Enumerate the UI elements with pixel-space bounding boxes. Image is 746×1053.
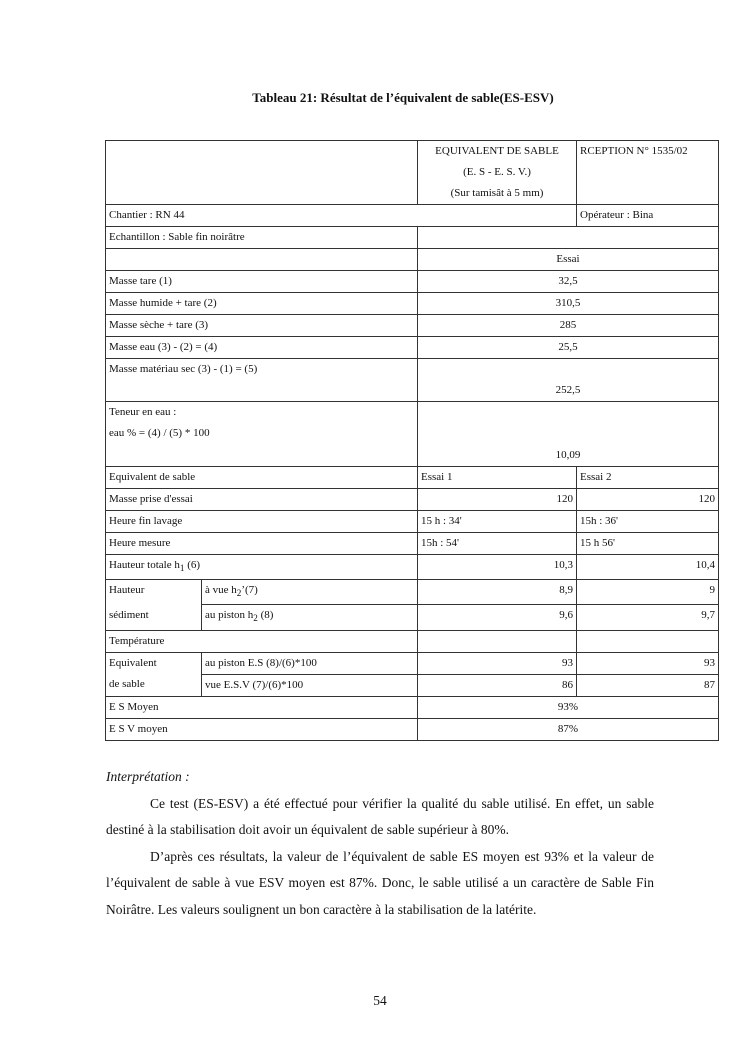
hauteur-totale-label bbox=[106, 555, 418, 580]
masse-materiau-label: Masse matériau sec (3) - (1) = (5) bbox=[106, 359, 418, 402]
es-piston-label: au piston E.S (8)/(6)*100 bbox=[202, 652, 418, 674]
interpretation-paragraph-1: Ce test (ES-ESV) a été effectué pour vérifier la qualité du sable utilisé. En effet, un sable destiné à la stabilisation doit avoir un équivalent de sable supérieur à 80%. bbox=[106, 795, 654, 837]
table-header-row bbox=[106, 141, 719, 205]
table-row bbox=[106, 249, 719, 271]
hauteur-totale-text: Hauteur totale h bbox=[109, 559, 180, 571]
table-row bbox=[106, 271, 719, 293]
table-row bbox=[106, 489, 719, 511]
equivalent-header-label: Equivalent de sable bbox=[106, 467, 418, 489]
es-piston-v1: 93 bbox=[418, 652, 577, 674]
table-title: Tableau 21: Résultat de l’équivalent de sable(ES-ESV) bbox=[252, 90, 554, 105]
equivalent-sable-label-1: Equivalent bbox=[106, 652, 202, 674]
masse-prise-v2: 120 bbox=[577, 489, 719, 511]
equivalent-sable-label-2: de sable bbox=[106, 674, 202, 696]
hauteur-totale-v2: 10,4 bbox=[577, 555, 719, 580]
masse-seche-value: 285 bbox=[418, 315, 719, 337]
heure-fin-label: Heure fin lavage bbox=[106, 511, 418, 533]
esv-moyen-label: E S V moyen bbox=[106, 718, 418, 740]
echantillon-cell: Echantillon : Sable fin noirâtre bbox=[106, 227, 418, 249]
essai-1-header: Essai 1 bbox=[418, 467, 577, 489]
hauteur-vue-v1: 8,9 bbox=[418, 580, 577, 605]
hauteur-vue-text: à vue h bbox=[205, 584, 237, 597]
es-piston-v2: 93 bbox=[577, 652, 719, 674]
header-blank-cell bbox=[106, 141, 418, 205]
teneur-value: 10,09 bbox=[418, 402, 719, 467]
heure-fin-v2: 15h : 36' bbox=[577, 511, 719, 533]
table-row bbox=[106, 605, 719, 630]
hauteur-vue-label bbox=[202, 580, 418, 605]
esv-moyen-value: 87% bbox=[418, 718, 719, 740]
hauteur-piston-sub: 2 bbox=[253, 613, 258, 624]
teneur-label-cell bbox=[106, 402, 418, 467]
es-moyen-value: 93% bbox=[418, 696, 719, 718]
hauteur-vue-sub: 2 bbox=[236, 588, 242, 599]
hauteur-piston-label bbox=[202, 605, 418, 630]
hauteur-vue-v2: 9 bbox=[577, 580, 719, 605]
header-line-1: EQUIVALENT DE SABLE bbox=[435, 145, 559, 157]
masse-prise-label: Masse prise d'essai bbox=[106, 489, 418, 511]
esv-vue-label: vue E.S.V (7)/(6)*100 bbox=[202, 674, 418, 696]
operateur-cell: Opérateur : Bina bbox=[577, 205, 719, 227]
hauteur-piston-v1: 9,6 bbox=[418, 605, 577, 630]
hauteur-totale-v1: 10,3 bbox=[418, 555, 577, 580]
masse-humide-label: Masse humide + tare (2) bbox=[106, 293, 418, 315]
equivalent-sable-table bbox=[105, 140, 719, 741]
reception-number: RCEPTION N° 1535/02 bbox=[577, 141, 719, 205]
table-row bbox=[106, 696, 719, 718]
interpretation-heading: Interprétation : bbox=[106, 769, 190, 784]
hauteur-piston-text: au piston h bbox=[205, 609, 254, 622]
echantillon-value-cell bbox=[418, 227, 719, 249]
esv-vue-v2: 87 bbox=[577, 674, 719, 696]
temperature-v1 bbox=[418, 630, 577, 652]
hauteur-piston-suffix: (8) bbox=[257, 609, 274, 622]
heure-fin-v1: 15 h : 34' bbox=[418, 511, 577, 533]
page-number: 54 bbox=[373, 993, 387, 1008]
table-row bbox=[106, 555, 719, 580]
masse-eau-value: 25,5 bbox=[418, 337, 719, 359]
masse-eau-label: Masse eau (3) - (2) = (4) bbox=[106, 337, 418, 359]
table-row bbox=[106, 511, 719, 533]
table-row bbox=[106, 718, 719, 740]
table-row bbox=[106, 205, 719, 227]
masse-materiau-value: 252,5 bbox=[418, 359, 719, 402]
table-row bbox=[106, 467, 719, 489]
hauteur-sediment-label-2: sédiment bbox=[106, 605, 202, 630]
essai-label-blank bbox=[106, 249, 418, 271]
heure-mesure-label: Heure mesure bbox=[106, 533, 418, 555]
header-line-3: (Sur tamisât à 5 mm) bbox=[450, 187, 544, 199]
masse-tare-label: Masse tare (1) bbox=[106, 271, 418, 293]
table-row bbox=[106, 293, 719, 315]
masse-seche-label: Masse sèche + tare (3) bbox=[106, 315, 418, 337]
hauteur-piston-v2: 9,7 bbox=[577, 605, 719, 630]
hauteur-totale-sub: 1 bbox=[179, 563, 185, 574]
es-moyen-label: E S Moyen bbox=[106, 696, 418, 718]
table-row bbox=[106, 652, 719, 674]
table-row bbox=[106, 227, 719, 249]
teneur-label-2: eau % = (4) / (5) * 100 bbox=[109, 427, 210, 439]
header-test-name-cell bbox=[418, 141, 577, 205]
table-row bbox=[106, 402, 719, 467]
table-row bbox=[106, 580, 719, 605]
interpretation-section bbox=[106, 764, 654, 923]
masse-tare-value: 32,5 bbox=[418, 271, 719, 293]
table-row bbox=[106, 533, 719, 555]
hauteur-sediment-label-1: Hauteur bbox=[106, 580, 202, 605]
chantier-cell: Chantier : RN 44 bbox=[106, 205, 577, 227]
temperature-label: Température bbox=[106, 630, 418, 652]
masse-humide-value: 310,5 bbox=[418, 293, 719, 315]
heure-mesure-v2: 15 h 56' bbox=[577, 533, 719, 555]
esv-vue-v1: 86 bbox=[418, 674, 577, 696]
heure-mesure-v1: 15h : 54' bbox=[418, 533, 577, 555]
table-row bbox=[106, 315, 719, 337]
hauteur-totale-suffix: (6) bbox=[184, 559, 201, 571]
header-line-2: (E. S - E. S. V.) bbox=[463, 166, 531, 178]
temperature-v2 bbox=[577, 630, 719, 652]
masse-prise-v1: 120 bbox=[418, 489, 577, 511]
essai-header: Essai bbox=[418, 249, 719, 271]
table-row bbox=[106, 337, 719, 359]
teneur-label-1: Teneur en eau : bbox=[109, 406, 177, 418]
table-row bbox=[106, 630, 719, 652]
interpretation-paragraph-2: D’après ces résultats, la valeur de l’équivalent de sable ES moyen est 93% et la valeur de l’équivalent de sable à vue ESV moyen est 87%. Donc, le sable utilisé a un caractère de Sable Fin Noirâtre. Les valeurs soulignent un bon caractère à la stabilisation de la latérite. bbox=[106, 848, 654, 917]
table-row bbox=[106, 674, 719, 696]
table-row bbox=[106, 359, 719, 402]
essai-2-header: Essai 2 bbox=[577, 467, 719, 489]
hauteur-vue-suffix: ’(7) bbox=[241, 584, 258, 597]
